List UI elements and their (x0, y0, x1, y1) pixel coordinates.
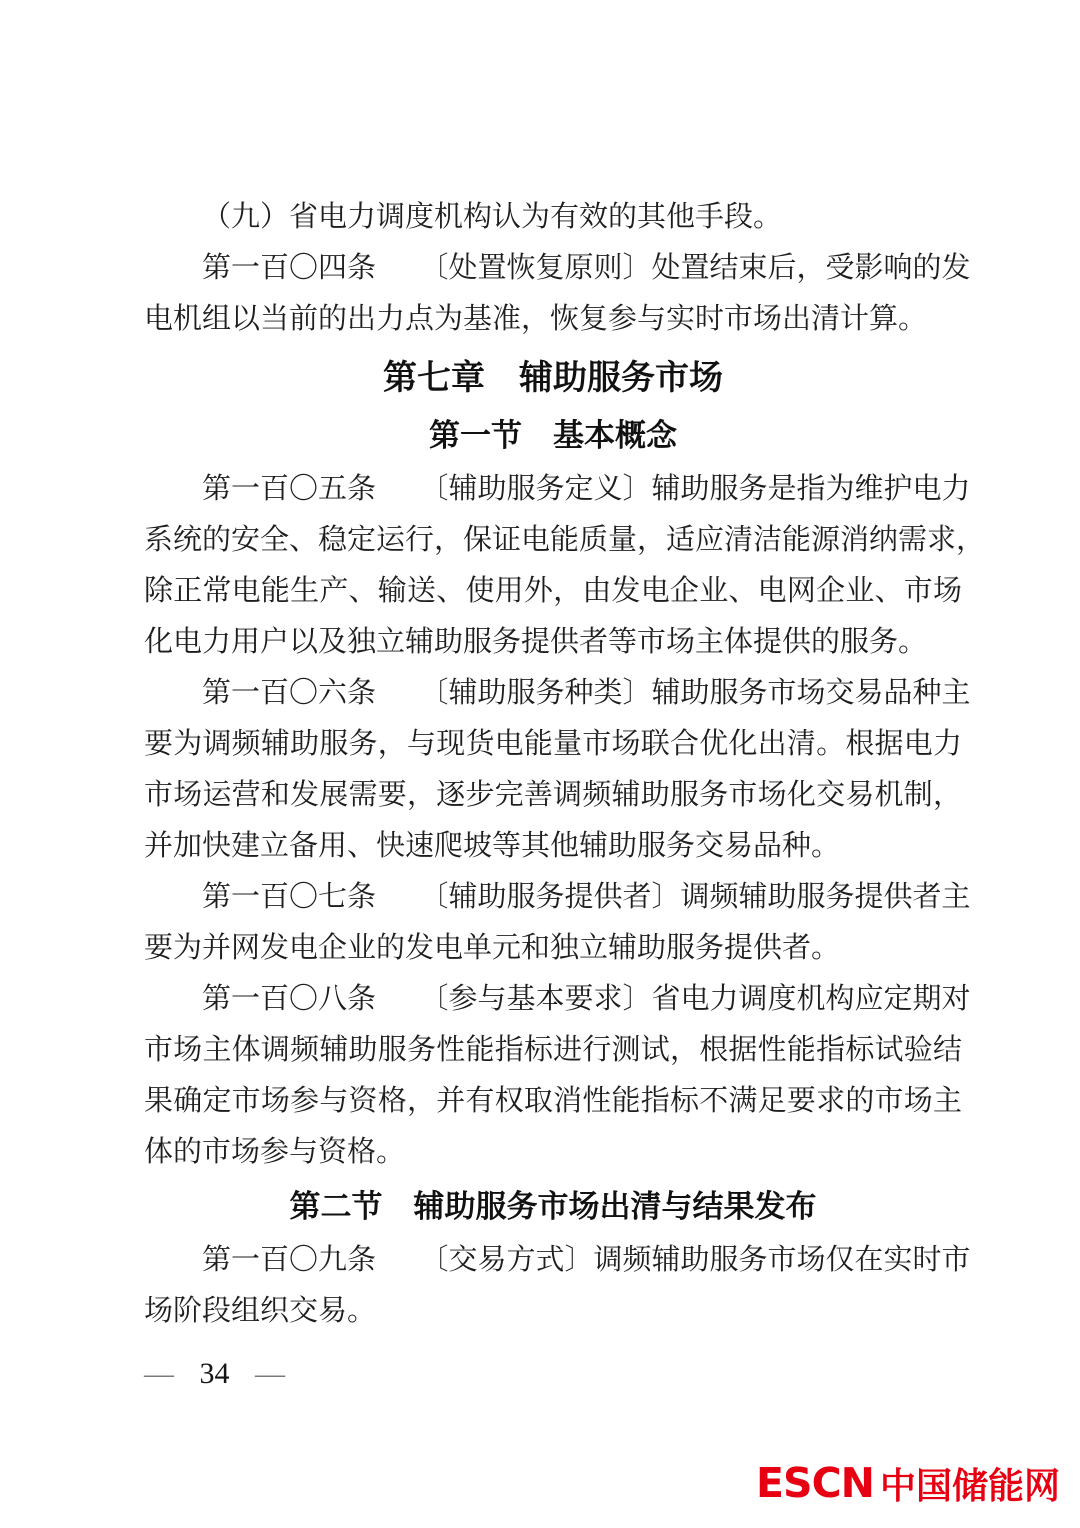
page-number-left-dash: — (144, 1357, 174, 1390)
paragraph-line: 第一百〇七条 〔辅助服务提供者〕调频辅助服务提供者主 (202, 881, 971, 913)
paragraph-line: 化电力用户以及独立辅助服务提供者等市场主体提供的服务。 (144, 626, 928, 658)
chapter-heading: 第七章 辅助服务市场 (383, 358, 723, 398)
paragraph-line: 第一百〇八条 〔参与基本要求〕省电力调度机构应定期对 (202, 983, 971, 1015)
paragraph-line: 果确定市场参与资格，并有权取消性能指标不满足要求的市场主 (144, 1085, 962, 1117)
page-number-value: 34 (199, 1357, 230, 1390)
paragraph-line: 第一百〇六条 〔辅助服务种类〕辅助服务市场交易品种主 (202, 677, 971, 709)
paragraph-line: 第一百〇四条 〔处置恢复原则〕处置结束后，受影响的发 (202, 252, 971, 284)
page-number (144, 1352, 285, 1396)
section-heading: 第二节 辅助服务市场出清与结果发布 (289, 1189, 817, 1224)
paragraph-line: 要为调频辅助服务，与现货电能量市场联合优化出清。根据电力 (144, 728, 962, 760)
paragraph-line: 市场主体调频辅助服务性能指标进行测试，根据性能指标试验结 (144, 1034, 962, 1066)
paragraph-line: （九）省电力调度机构认为有效的其他手段。 (202, 201, 783, 233)
paragraph-line: 除正常电能生产、输送、使用外，由发电企业、电网企业、市场 (144, 575, 962, 607)
section-heading: 第一节 基本概念 (429, 418, 677, 453)
paragraph-line: 第一百〇五条 〔辅助服务定义〕辅助服务是指为维护电力 (202, 473, 971, 505)
paragraph-line: 体的市场参与资格。 (144, 1136, 406, 1168)
paragraph-line: 系统的安全、稳定运行，保证电能质量，适应清洁能源消纳需求， (144, 524, 986, 556)
paragraph-line: 市场运营和发展需要，逐步完善调频辅助服务市场化交易机制， (144, 779, 962, 811)
page-number-right-dash: — (255, 1357, 285, 1390)
paragraph-line: 第一百〇九条 〔交易方式〕调频辅助服务市场仅在实时市 (202, 1244, 971, 1276)
document-body (144, 192, 986, 1337)
paragraph-line: 场阶段组织交易。 (144, 1295, 377, 1327)
paragraph-line: 要为并网发电企业的发电单元和独立辅助服务提供者。 (144, 932, 841, 964)
escn-logo-acronym: ESCN (756, 1459, 874, 1507)
paragraph-line: 并加快建立备用、快速爬坡等其他辅助服务交易品种。 (144, 830, 841, 862)
escn-logo (756, 1460, 1060, 1506)
escn-logo-site-name: 中国储能网 (879, 1465, 1060, 1507)
paragraph-line: 电机组以当前的出力点为基准，恢复参与实时市场出清计算。 (144, 303, 928, 335)
